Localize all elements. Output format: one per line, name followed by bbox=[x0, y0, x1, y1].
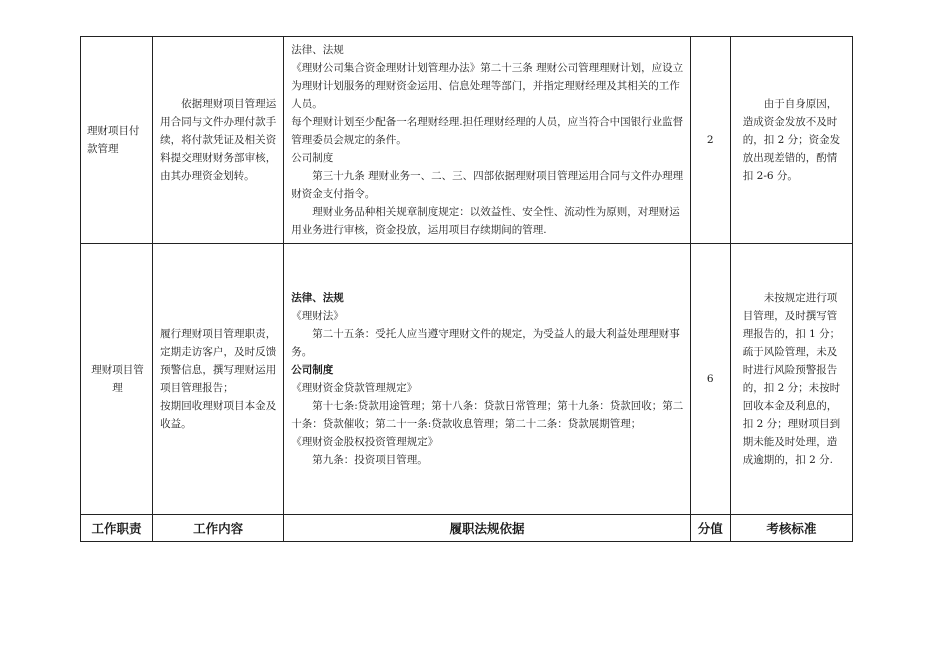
legal-paragraph: 理财业务品种相关规章制度规定：以效益性、安全性、流动性为原则，对理财运用业务进行审核，资金投放，运用项目存续期间的管理. bbox=[291, 206, 680, 236]
legal-heading: 法律、法规 bbox=[291, 292, 344, 304]
legal-document-title: 《理财资金股权投资管理规定》 bbox=[291, 436, 439, 448]
score-value: 6 bbox=[706, 373, 714, 385]
header-score: 分值 bbox=[690, 515, 730, 542]
duty-text: 理财项目管理 bbox=[91, 364, 144, 394]
legal-paragraph: 每个理财计划至少配备一名理财经理.担任理财经理的人员，应当符合中国银行业监督管理委员会规定的条件。 bbox=[291, 116, 684, 146]
content-text: 依据理财项目管理运用合同与文件办理付款手续，将付款凭证及相关资料提交理财财务部审核，由其办理资金划转。 bbox=[160, 98, 277, 182]
content-cell bbox=[153, 37, 284, 244]
table-header-row bbox=[81, 515, 853, 542]
legal-basis-cell bbox=[284, 244, 691, 515]
standard-text: 由于自身原因，造成资金发放不及时的，扣 2 分；资金发放出现差错的，酌情扣 2-6 分。 bbox=[742, 98, 841, 182]
policy-heading: 公司制度 bbox=[291, 152, 334, 164]
score-value: 2 bbox=[706, 134, 714, 146]
legal-basis-cell bbox=[284, 37, 691, 244]
score-cell bbox=[690, 37, 730, 244]
table-row bbox=[81, 37, 853, 244]
legal-heading: 法律、法规 bbox=[291, 44, 344, 56]
header-standard: 考核标准 bbox=[730, 515, 852, 542]
header-legal-basis: 履职法规依据 bbox=[284, 515, 691, 542]
legal-paragraph: 第十七条:贷款用途管理；第十八条：贷款日常管理；第十九条：贷款回收；第二十条：贷款催收；第二十一条:贷款收息管理；第二十二条：贷款展期管理； bbox=[291, 400, 684, 430]
standard-text: 未按规定进行项目管理，及时撰写管理报告的，扣 1 分；疏于风险管理，未及时进行风险预警报告的，扣 2 分；未按时回收本金及利息的，扣 2 分；理财项目到期未能及时处理，造成逾期的，扣 2 分. bbox=[742, 292, 841, 466]
table-row bbox=[81, 244, 853, 515]
duty-cell bbox=[81, 244, 153, 515]
duty-cell bbox=[81, 37, 153, 244]
duty-text: 理财项目付款管理 bbox=[87, 125, 140, 155]
standard-cell bbox=[730, 244, 852, 515]
legal-document-title: 《理财资金贷款管理规定》 bbox=[291, 382, 418, 394]
header-content: 工作内容 bbox=[153, 515, 284, 542]
content-cell bbox=[153, 244, 284, 515]
standard-cell bbox=[730, 37, 852, 244]
responsibility-table bbox=[80, 36, 853, 542]
legal-document-title: 《理财法》 bbox=[291, 310, 344, 322]
header-duty: 工作职责 bbox=[81, 515, 153, 542]
legal-paragraph: 第三十九条 理财业务一、二、三、四部依据理财项目管理运用合同与文件办理理财资金支付指令。 bbox=[291, 170, 684, 200]
policy-heading: 公司制度 bbox=[291, 364, 334, 376]
legal-paragraph: 第九条：投资项目管理。 bbox=[312, 454, 428, 466]
legal-paragraph: 《理财公司集合资金理财计划管理办法》第二十三条 理财公司管理理财计划，应设立为理财计划服务的理财资金运用、信息处理等部门，并指定理财经理及其相关的工作人员。 bbox=[291, 62, 684, 110]
legal-paragraph: 第二十五条：受托人应当遵守理财文件的规定，为受益人的最大利益处理理财事务。 bbox=[291, 328, 680, 358]
content-text: 按期回收理财项目本金及收益。 bbox=[160, 400, 277, 430]
score-cell bbox=[690, 244, 730, 515]
content-text: 履行理财项目管理职责，定期走访客户，及时反馈预警信息，撰写理财运用项目管理报告； bbox=[160, 328, 277, 394]
